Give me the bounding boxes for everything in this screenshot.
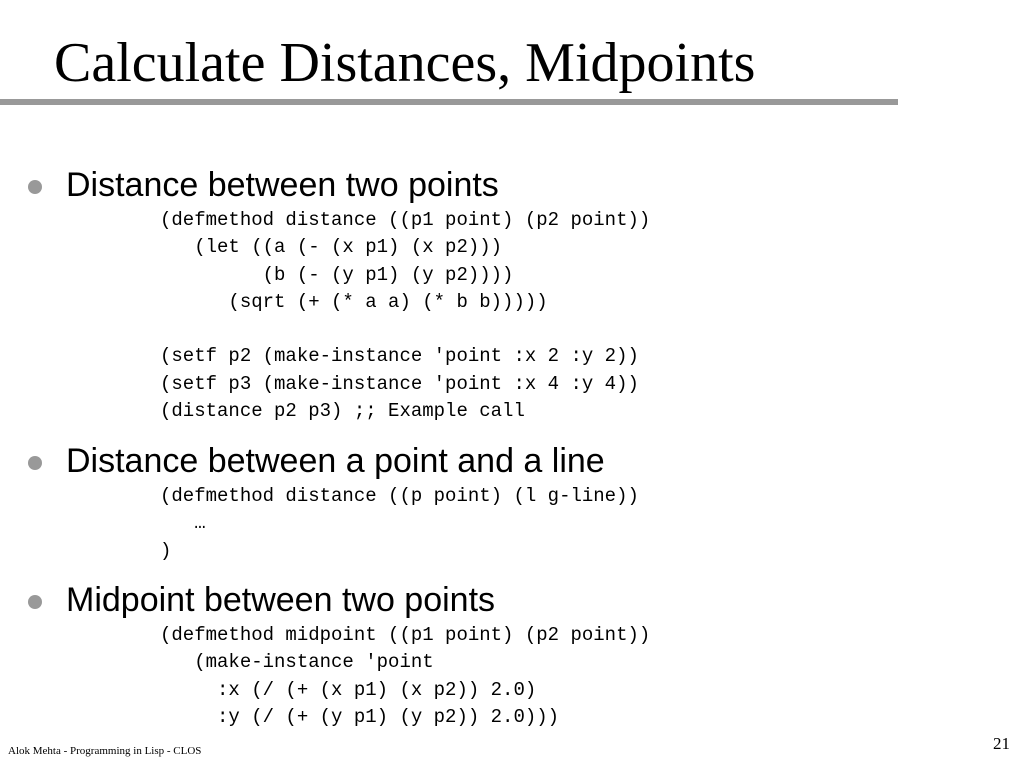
title-divider [0, 99, 898, 105]
slide-title: Calculate Distances, Midpoints [54, 32, 756, 94]
bullet-dot-1 [28, 180, 42, 194]
bullet-dot-3 [28, 595, 42, 609]
code-block-distance-line: (defmethod distance ((p point) (l g-line)) … ) [160, 485, 639, 562]
code-block-midpoint: (defmethod midpoint ((p1 point) (p2 point)) (make-instance 'point :x (/ (+ (x p1) (x p2)) 2.0) :y (/ (+ (y p1) (y p2)) 2.0))) [160, 624, 651, 728]
bullet-distance-point-line: Distance between a point and a line [66, 442, 605, 480]
bullet-distance-two-points: Distance between two points [66, 166, 499, 204]
bullet-dot-2 [28, 456, 42, 470]
bullet-midpoint-two-points: Midpoint between two points [66, 581, 496, 619]
code-block-distance-points: (defmethod distance ((p1 point) (p2 point)) (let ((a (- (x p1) (x p2))) (b (- (y p1) (y p2)))) (sqrt (+ (* a a) (* b b))))) (setf p2 (make-instance 'point :x 2 :y 2)) (setf p3 (make-instance 'point :x 4 :y 4)) (distance p2 p3) ;; Example call [160, 209, 651, 423]
page-number: 21 [993, 734, 1010, 753]
footer-author-course: Alok Mehta - Programming in Lisp - CLOS [8, 745, 202, 757]
